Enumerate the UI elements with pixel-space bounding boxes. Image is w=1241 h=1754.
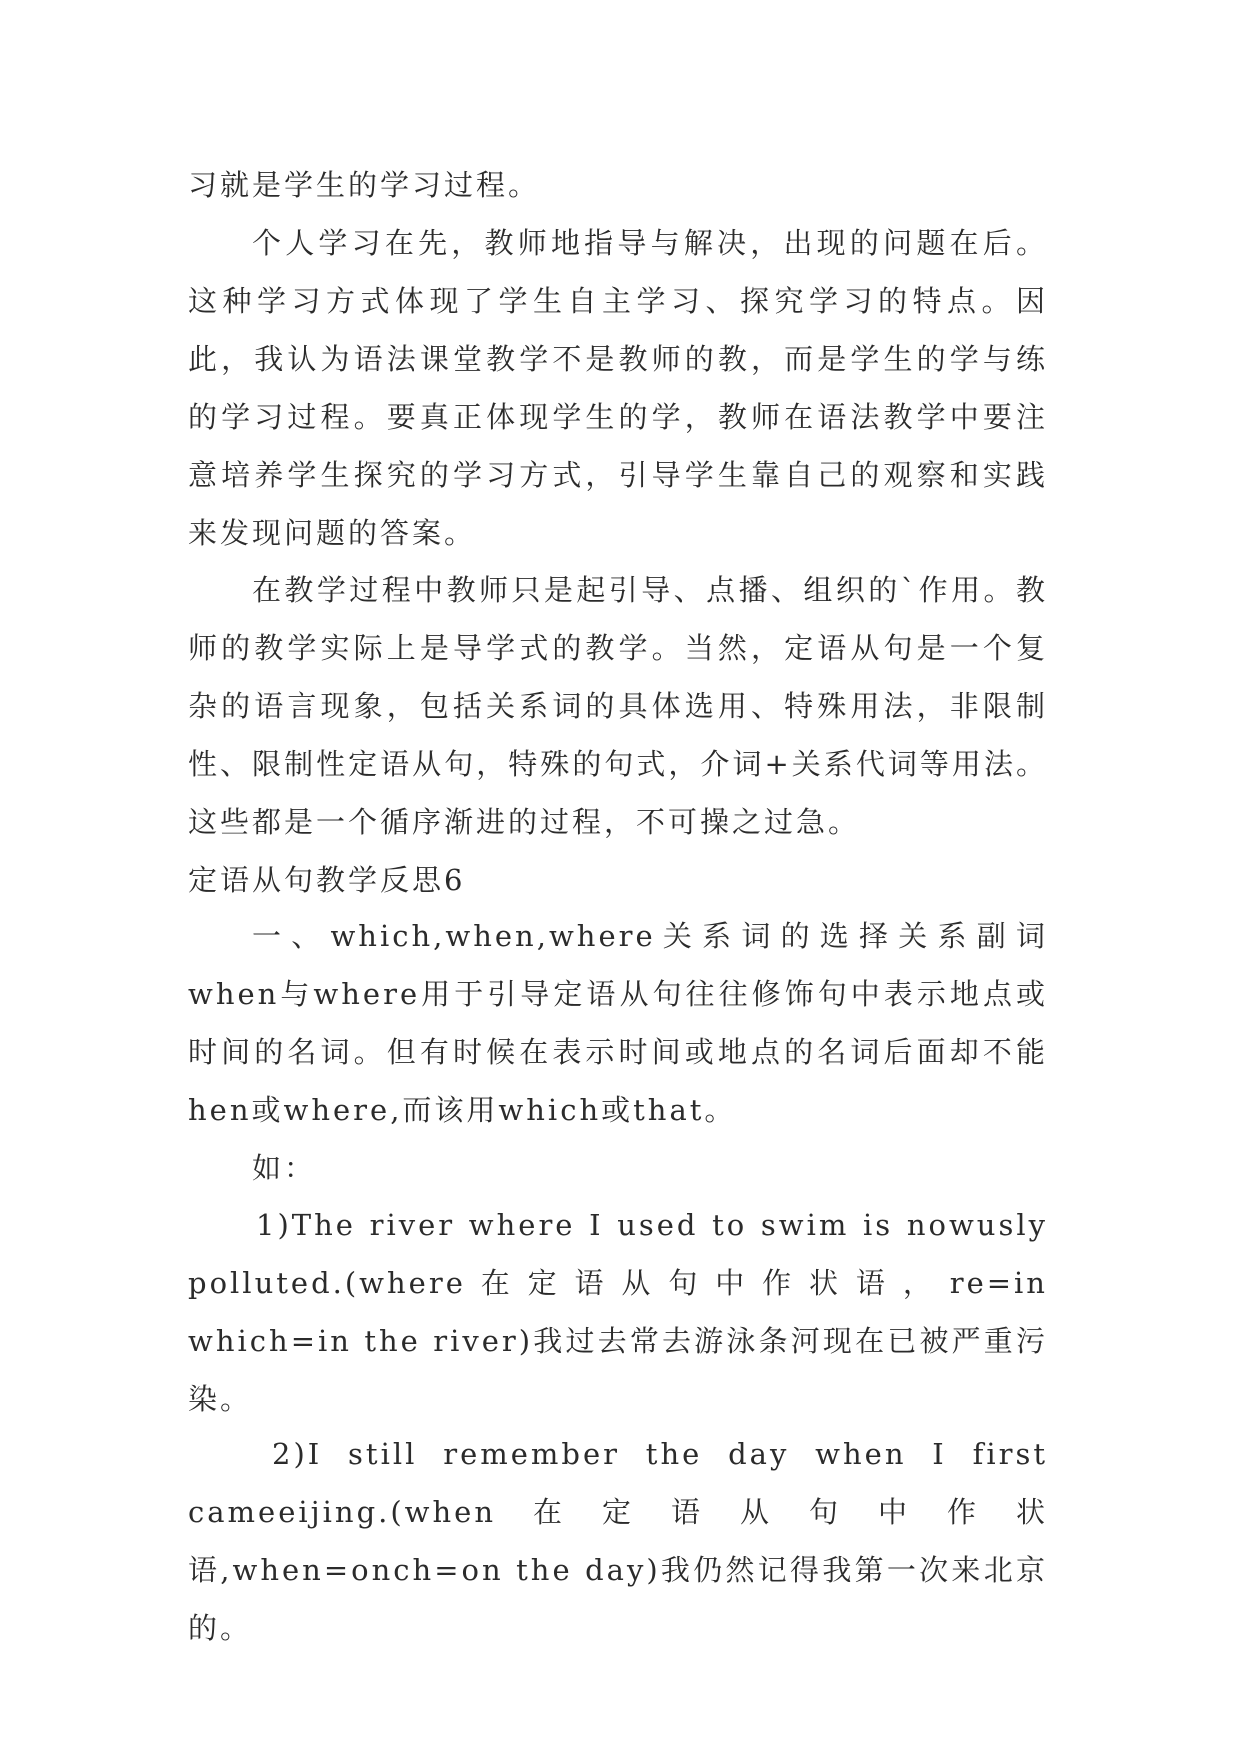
example-sentence-2: 2)I still remember the day when I first cameeijing.(when在定语从句中作状语,when=onch=on the day)我仍然记得我第一次来北京的。: [188, 1437, 1048, 1645]
paragraph-example-intro: 如：: [252, 1151, 317, 1185]
paragraph-continuation: 习就是学生的学习过程。: [188, 168, 541, 202]
example-sentence-1: 1)The river where I used to swim is nowusly polluted.(where在定语从句中作状语，re=in which=in the river)我过去常去游泳条河现在已被严重污染。: [188, 1208, 1048, 1416]
paragraph-relative-words: 一、which,when,where关系词的选择关系副词when与where用于引导定语从句往往修饰句中表示地点或时间的名词。但有时候在表示时间或地点的名词后面却不能hen或where,而该用which或that。: [188, 919, 1048, 1127]
paragraph-individual-learning: 个人学习在先，教师地指导与解决，出现的问题在后。这种学习方式体现了学生自主学习、探究学习的特点。因此，我认为语法课堂教学不是教师的教，而是学生的学与练的学习过程。要真正体现学生的学，教师在语法教学中要注意培养学生探究的学习方式，引导学生靠自己的观察和实践来发现问题的答案。: [188, 226, 1048, 550]
document-body: [188, 156, 1048, 1657]
section-heading: 定语从句教学反思6: [188, 863, 466, 897]
paragraph-teacher-role: 在教学过程中教师只是起引导、点播、组织的`作用。教师的教学实际上是导学式的教学。当然，定语从句是一个复杂的语言现象，包括关系词的具体选用、特殊用法，非限制性、限制性定语从句，特殊的句式，介词+关系代词等用法。这些都是一个循序渐进的过程，不可操之过急。: [188, 573, 1048, 839]
